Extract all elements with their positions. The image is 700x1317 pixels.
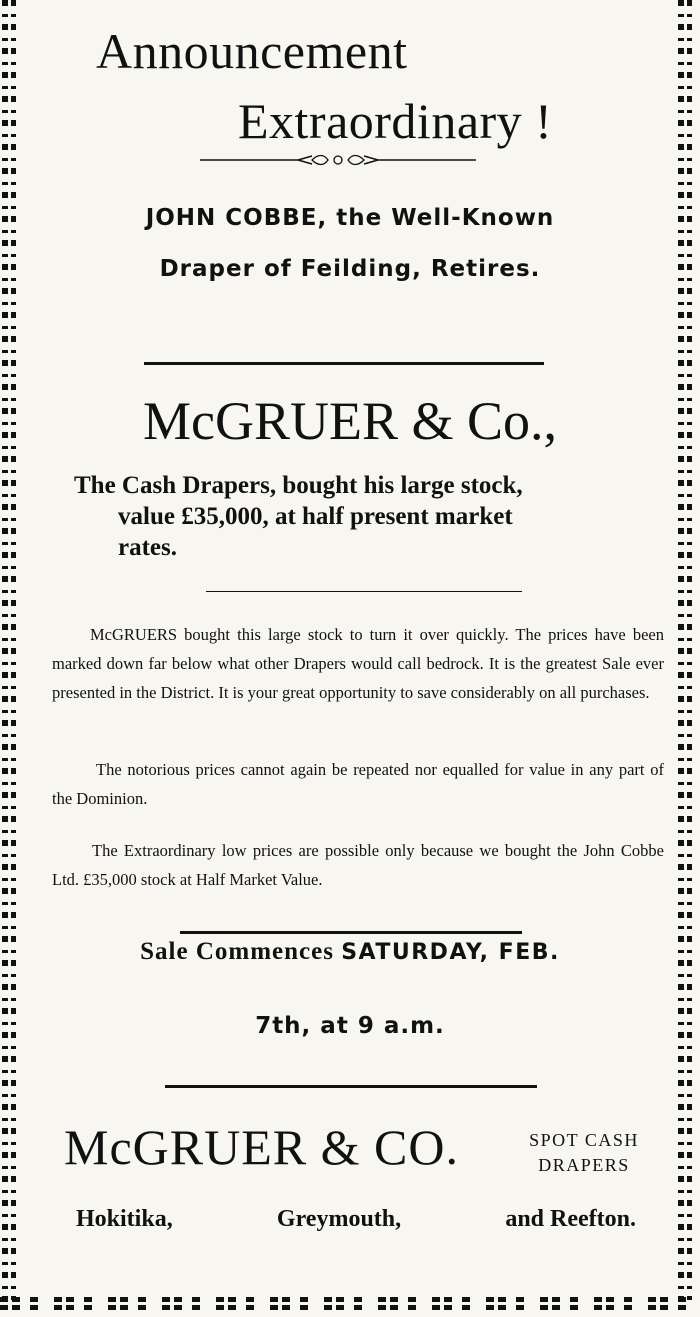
- location-hokitika: Hokitika,: [76, 1206, 173, 1232]
- subheadline-line-2: Draper of Feilding, Retires.: [159, 256, 541, 282]
- ornament-divider: [200, 150, 476, 170]
- company-name: McGRUER & Co.,: [142, 391, 558, 451]
- purchase-line-2: value £35,000, at half present market: [118, 503, 513, 530]
- purchase-statement: [74, 470, 664, 563]
- divider-rule: [144, 362, 544, 365]
- sale-announcement: [40, 938, 660, 966]
- sale-date: SATURDAY, FEB.: [341, 940, 560, 965]
- decorative-border-bottom: [0, 1297, 700, 1317]
- decorative-border-left: [2, 0, 24, 1300]
- sale-intro: Sale Commences: [140, 938, 334, 965]
- divider-rule-thin: [206, 591, 522, 592]
- body-paragraph-2: The notorious prices cannot again be repeated nor equalled for value in any part of the Dominion.: [52, 760, 664, 808]
- store-locations: [76, 1206, 636, 1233]
- body-paragraph-3: The Extraordinary low prices are possible only because we bought the John Cobbe Ltd. £35,000 stock at Half Market Value.: [52, 841, 664, 889]
- purchase-line-1: The Cash Drapers, bought his large stock,: [74, 472, 523, 499]
- headline-line-1: Announcement: [96, 23, 408, 79]
- footer-tagline: [508, 1128, 660, 1178]
- purchase-line-3: rates.: [118, 534, 177, 561]
- subheadline-line-1: JOHN COBBE, the Well-Known: [145, 205, 555, 231]
- headline-line-2: Extraordinary !: [238, 93, 553, 149]
- sale-time: 7th, at 9 a.m.: [255, 1013, 445, 1039]
- footer-company-name: McGRUER & CO.: [64, 1119, 459, 1175]
- location-reefton: and Reefton.: [505, 1206, 636, 1232]
- footer-tagline-line-1: SPOT CASH: [529, 1130, 639, 1150]
- location-greymouth: Greymouth,: [276, 1206, 402, 1232]
- footer-tagline-line-2: DRAPERS: [538, 1155, 630, 1175]
- decorative-border-right: [678, 0, 700, 1300]
- divider-rule: [180, 931, 522, 934]
- body-paragraph-1: McGRUERS bought this large stock to turn it over quickly. The prices have been marked down far below what other Drapers would call bedrock. It is the greatest Sale ever presented in the District. It is your great opportunity to save considerably on all purchases.: [52, 625, 664, 702]
- divider-rule: [165, 1085, 537, 1088]
